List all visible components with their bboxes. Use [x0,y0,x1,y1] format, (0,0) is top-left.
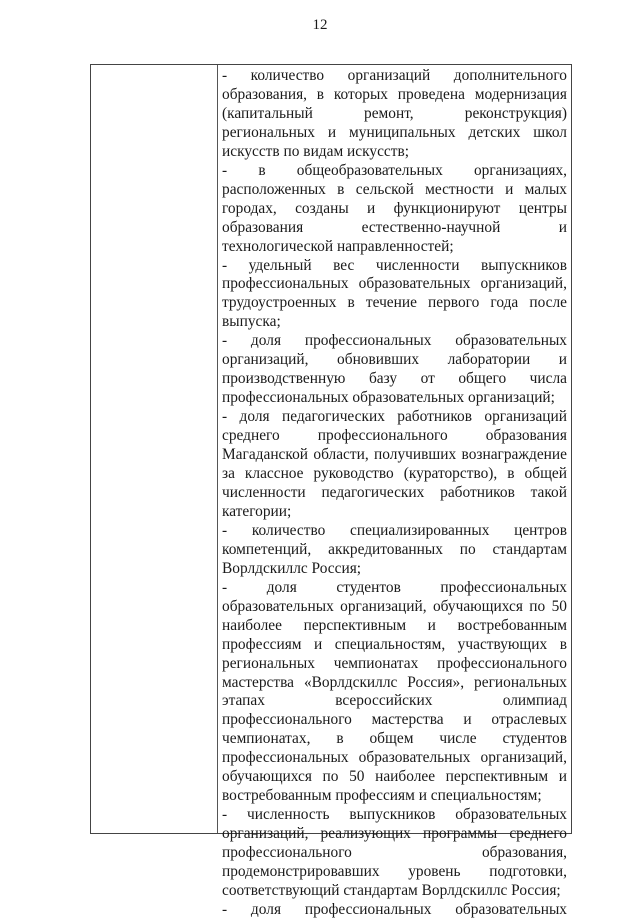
table-left-cell [91,65,218,833]
page-number: 12 [312,17,328,33]
indicator-item: - численность выпускников образовательных организаций, реализующих программы среднего профессионального образования, продемонстрировавших уровень подготовки, соответствующий стандартам Ворлдскиллс Россия; [222,806,567,899]
indicator-item: - количество специализированных центров компетенций, аккредитованных по стандартам Ворлдскиллс Россия; [222,521,567,577]
indicator-item: - доля профессиональных образовательных [222,900,567,918]
table-right-cell [219,65,571,920]
indicator-item: - удельный вес численности выпускников профессиональных образовательных организаций, трудоустроенных в течение первого года после выпуска; [222,256,567,331]
indicator-item: - доля профессиональных образовательных организаций, обновивших лаборатории и производственную базу от общего числа профессиональных образовательных организаций; [222,332,567,407]
document-table [90,64,572,918]
indicator-item: - количество организаций дополнительного образования, в которых проведена модернизация (капитальный ремонт, реконструкция) региональных и муниципальных детских школ искусств по видам искусств; [222,67,567,160]
indicator-item: - в общеобразовательных организациях, расположенных в сельской местности и малых городах, созданы и функционируют центры образования естественно-научной и технологической направленностей; [222,161,567,255]
indicator-item: - доля студентов профессиональных образовательных организаций, обучающихся по 50 наиболее перспективным и востребованным профессиям и специальностям, участвующих в региональных чемпионатах профессионального мастерства «Ворлдскиллс Россия», региональных этапах всероссийских олимпиад профессионального мастерства и отраслевых чемпионатах, в общем числе студентов профессиональных образовательных организаций, обучающихся по 50 наиболее перспективным и востребованным профессиям и специальностям; [222,578,567,805]
indicator-item: - доля педагогических работников организаций среднего профессионального образования Магаданской области, получивших вознаграждение за классное руководство (кураторство), в общей численности педагогических работников такой категории; [222,408,567,520]
